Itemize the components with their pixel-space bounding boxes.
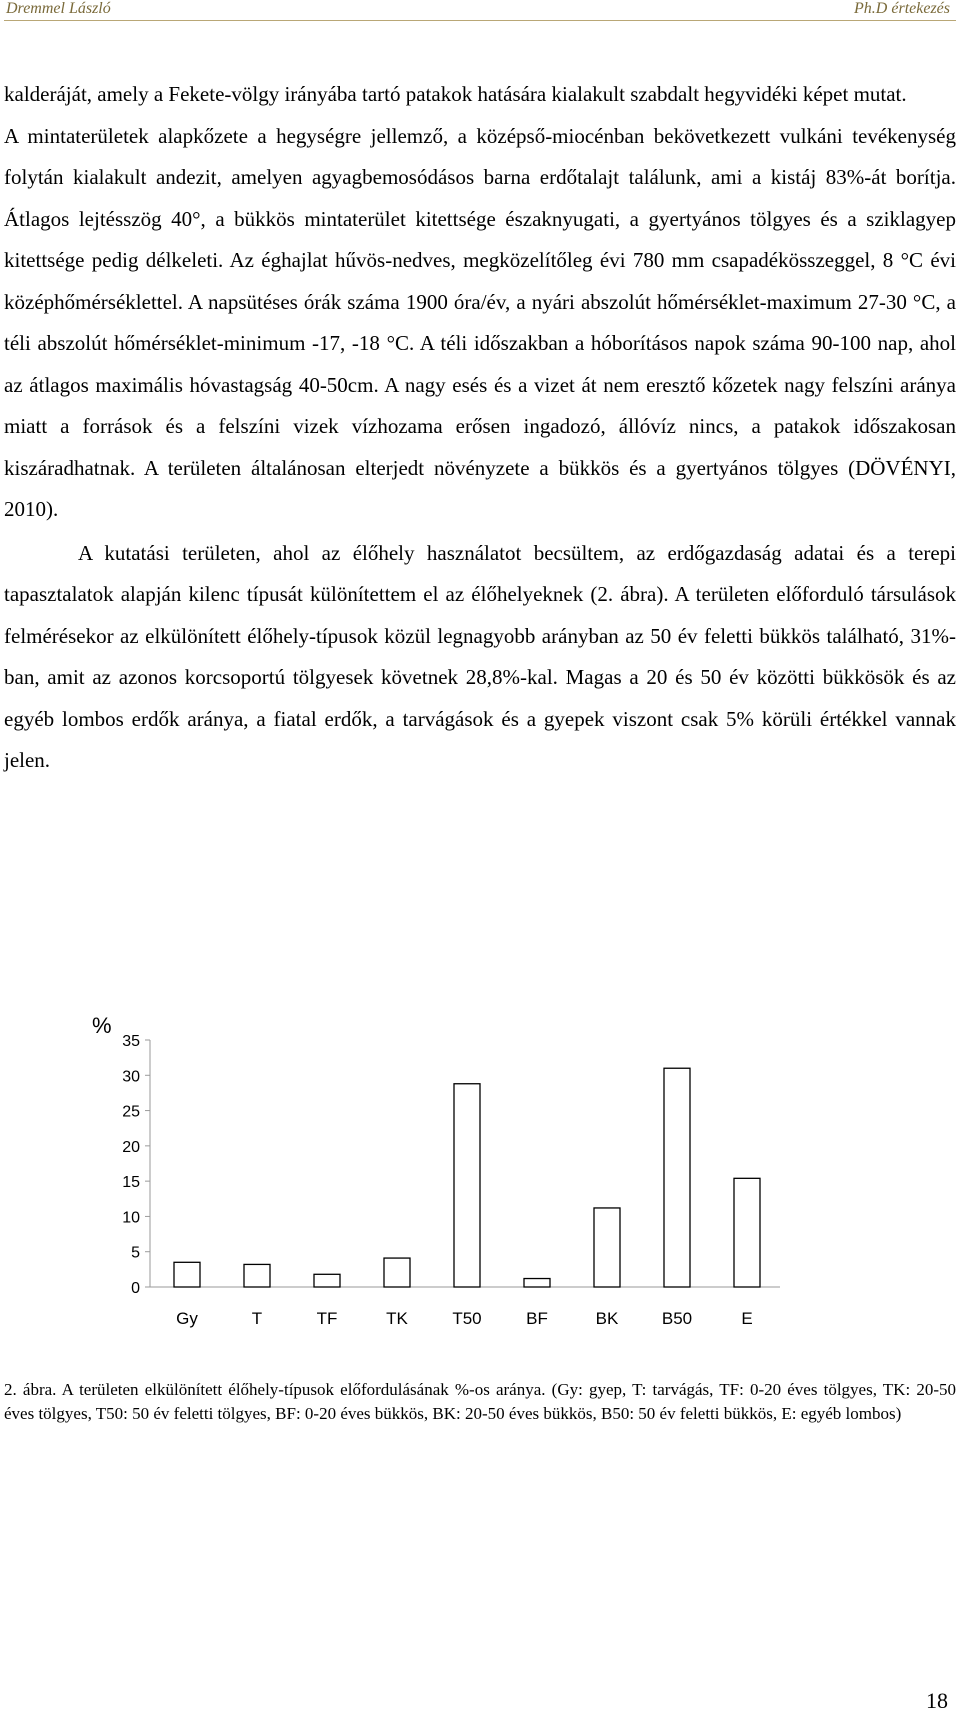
x-tick-label: TK — [386, 1309, 408, 1328]
paragraph-3: A kutatási területen, ahol az élőhely használatot becsültem, az erdőgazdaság adatai és a terepi tapasztalatok alapján kilenc típusát különítettem el az élőhelyeknek (2. ábra). A területen előforduló társulások felmérésekor az elkülönített élőhely-típusok közül legnagyobb arányban az 50 év feletti bükkös található, 31%-ban, amit az azonos korcsoportú tölgyesek követnek 28,8%-kal. Magas a 20 és 50 év közötti bükkösök és az egyéb lombos erdők aránya, a fiatal erdők, a tarvágások és a gyepek viszont csak 5% körüli értékkel vannak jelen. — [4, 540, 956, 772]
x-tick-label: Gy — [176, 1309, 198, 1328]
x-tick-label: T — [251, 1309, 263, 1328]
header-doc-type: Ph.D értekezés — [854, 0, 950, 17]
figure-caption: 2. ábra. A területen elkülönített élőhely-típusok előfordulásának %-os aránya. (Gy: gyep, T: tarvágás, TF: 0-20 éves tölgyes, TK: 20-50 éves tölgyes, T50: 50 év feletti tölgyes, BF: 0-20 éves bükkös, BK: 20-50 éves bükkös, B50: 50 év feletti bükkös, E: egyéb lombos) — [4, 1380, 956, 1423]
y-tick-label: 35 — [122, 1033, 140, 1050]
bar-Gy — [174, 1262, 200, 1287]
habitat-bar-chart — [0, 1000, 960, 1370]
chart-plot-area — [92, 1013, 780, 1328]
page-number: 18 — [926, 1688, 948, 1713]
citation-year: , 2010). — [4, 455, 956, 521]
bar-BK — [594, 1208, 620, 1287]
header-rule — [4, 20, 956, 21]
y-tick-label: 5 — [131, 1244, 140, 1262]
y-tick-label: 30 — [122, 1068, 140, 1086]
header-author: Dremmel László — [6, 0, 111, 17]
y-tick-label: 15 — [122, 1174, 140, 1192]
x-tick-label: B50 — [661, 1309, 693, 1328]
bar-TF — [314, 1274, 340, 1287]
y-tick-label: 0 — [131, 1280, 140, 1297]
bar-T — [244, 1264, 270, 1287]
y-tick-label: 10 — [122, 1209, 140, 1227]
bar-T50 — [454, 1084, 480, 1287]
paragraph-1: kalderáját, amely a Fekete-völgy irányába tartó patakok hatására kialakult szabdalt hegyvidéki képet mutat. — [4, 82, 907, 106]
y-axis-label: % — [92, 1013, 112, 1038]
paragraph-2 — [4, 116, 956, 531]
y-tick-label: 20 — [122, 1138, 140, 1156]
paragraph-2-text: A mintaterületek alapkőzete a hegységre jellemző, a középső-miocénban bekövetkezett vulkáni tevékenység folytán kialakult andezit, amelyen agyagbemosódásos barna erdőtalajt találunk, ami a kistáj 83%-át borítja. Átlagos lejtésszög 40°, a bükkös mintaterület kitettsége északnyugati, a gyertyános tölgyes és a sziklagyep kitettsége pedig délkeleti. Az éghajlat hűvös-nedves, megközelítőleg évi 780 mm csapadékösszeggel, 8 °C évi középhőmérséklettel. A napsütéses órák száma 1900 óra/év, a nyári abszolút hőmérséklet-maximum 27-30 °C, a téli abszolút hőmérséklet-minimum -17, -18 °C. A téli időszakban a hóborításos napok száma 90-100 nap, ahol az átlagos maximális hóvastagság 40-50cm. A nagy esés és a vizet át nem eresztő kőzetek nagy felszíni aránya miatt a források és a felszíni vizek vízhozama erősen ingadozó, állóvíz nincs, a patakok időszakosan kiszáradhatnak. A területen általánosan elterjedt növényzete a bükkös és a gyertyános tölgyes ( — [4, 123, 956, 480]
page-header — [0, 0, 960, 30]
bar-BF — [524, 1279, 550, 1287]
x-tick-label: BF — [526, 1309, 548, 1328]
x-tick-label: BK — [595, 1309, 619, 1328]
citation-author: DÖVÉNYI — [855, 455, 951, 480]
x-tick-label: TF — [316, 1309, 338, 1328]
bar-E — [734, 1178, 760, 1287]
bar-TK — [384, 1258, 410, 1287]
x-tick-label: E — [741, 1309, 753, 1328]
body-text — [4, 74, 956, 782]
x-tick-label: T50 — [452, 1309, 482, 1328]
y-tick-label: 25 — [122, 1103, 140, 1121]
bar-B50 — [664, 1068, 690, 1287]
